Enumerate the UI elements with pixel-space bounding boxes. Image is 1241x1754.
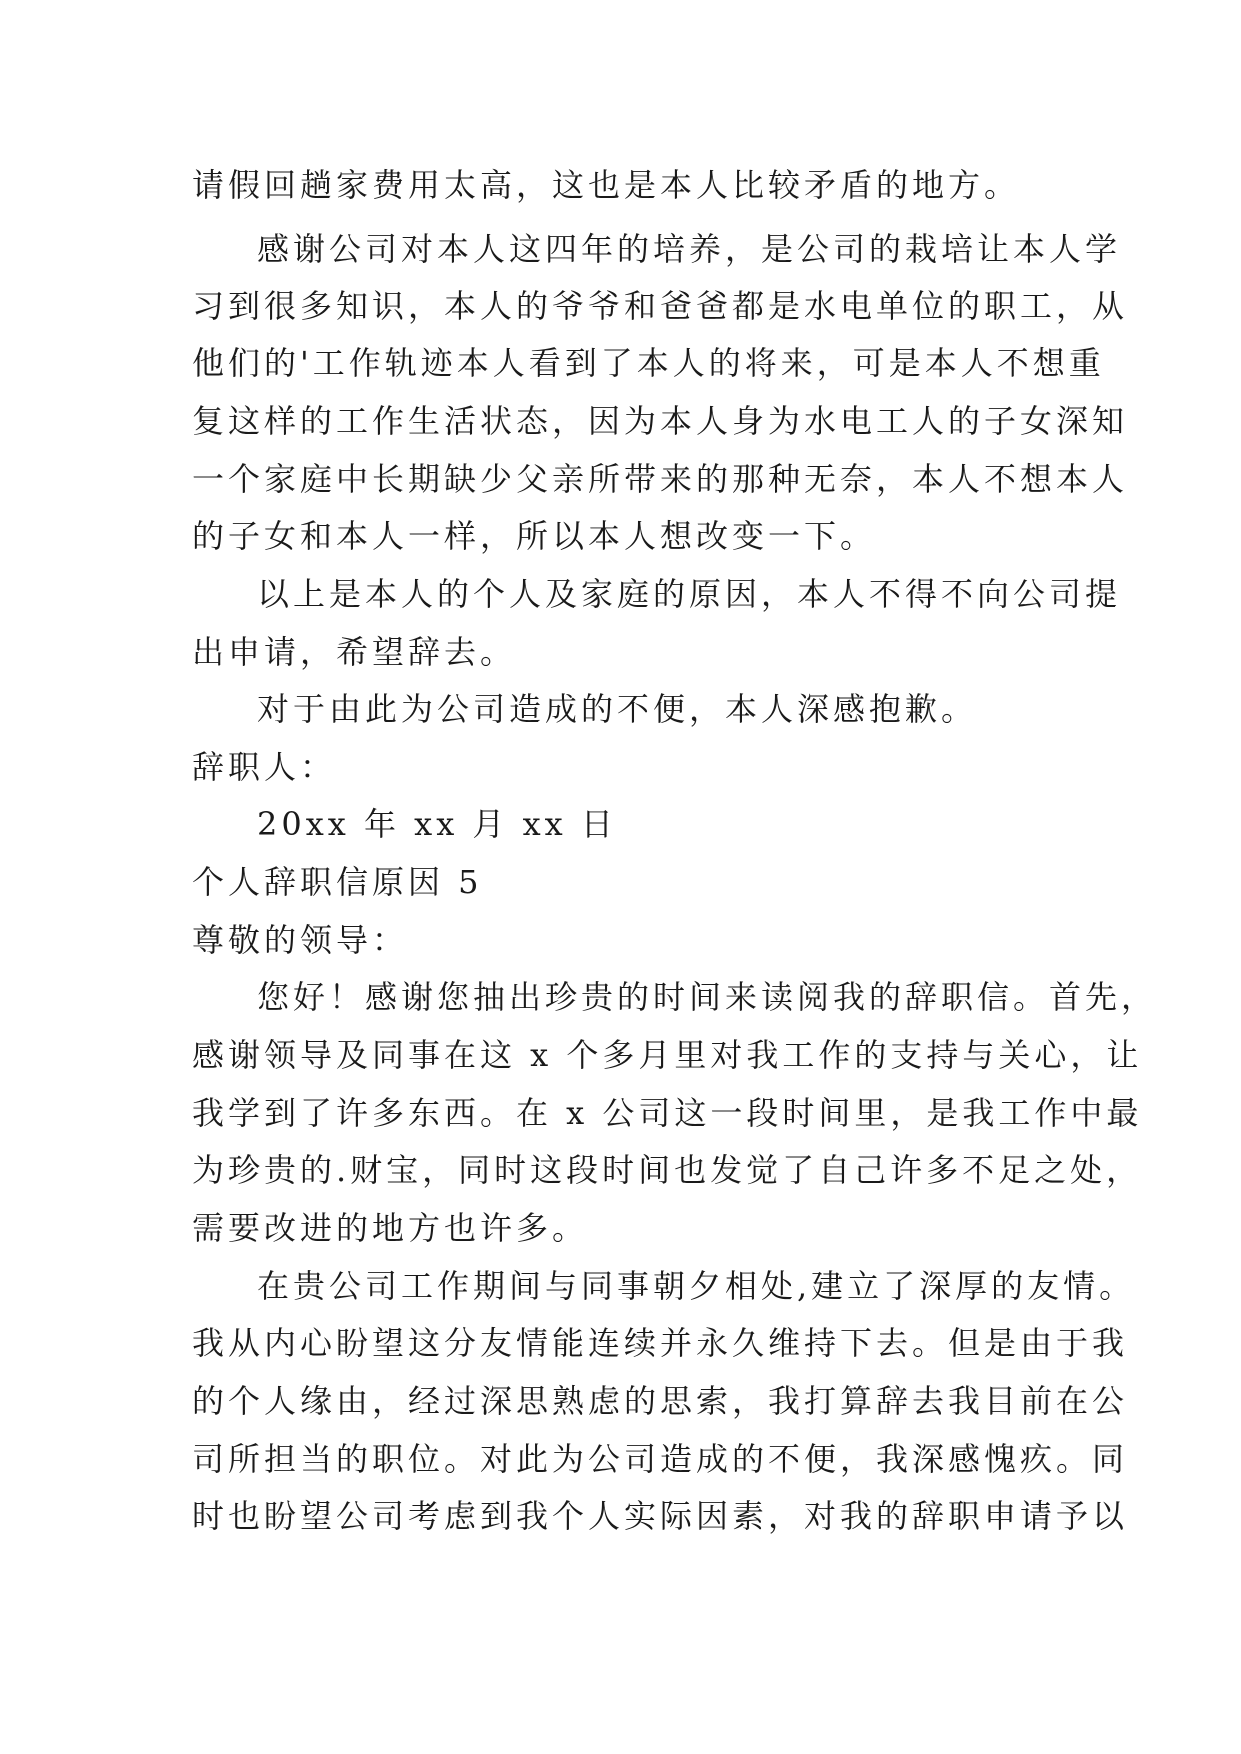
salutation: 尊敬的领导： xyxy=(192,921,409,959)
paragraph-line: 我从内心盼望这分友情能连续并永久维持下去。但是由于我 xyxy=(192,1324,1129,1362)
paragraph-line: 他们的'工作轨迹本人看到了本人的将来，可是本人不想重 xyxy=(192,344,1105,382)
paragraph-line: 的子女和本人一样，所以本人想改变一下。 xyxy=(192,517,877,555)
paragraph-line: 在贵公司工作期间与同事朝夕相处,建立了深厚的友情。 xyxy=(257,1267,1136,1305)
paragraph-line: 司所担当的职位。对此为公司造成的不便，我深感愧疚。同 xyxy=(192,1440,1129,1478)
paragraph-line: 的个人缘由，经过深思熟虑的思索，我打算辞去我目前在公 xyxy=(192,1382,1129,1420)
paragraph-line: 我学到了许多东西。在 x 公司这一段时间里，是我工作中最 xyxy=(192,1094,1143,1132)
section-heading: 个人辞职信原因 5 xyxy=(192,863,483,901)
paragraph-line: 您好！感谢您抽出珍贵的时间来读阅我的辞职信。首先， xyxy=(257,978,1158,1016)
paragraph-line: 一个家庭中长期缺少父亲所带来的那种无奈，本人不想本人 xyxy=(192,460,1129,498)
paragraph-line: 复这样的工作生活状态，因为本人身为水电工人的子女深知 xyxy=(192,402,1129,440)
paragraph-line: 感谢领导及同事在这 x 个多月里对我工作的支持与关心，让 xyxy=(192,1036,1143,1074)
paragraph-line: 出申请，希望辞去。 xyxy=(192,633,517,671)
paragraph-line: 时也盼望公司考虑到我个人实际因素，对我的辞职申请予以 xyxy=(192,1497,1129,1535)
paragraph-line: 需要改进的地方也许多。 xyxy=(192,1209,589,1247)
paragraph-line: 习到很多知识，本人的爷爷和爸爸都是水电单位的职工，从 xyxy=(192,287,1129,325)
date-line: 20xx 年 xx 月 xx 日 xyxy=(257,805,617,843)
paragraph-line: 对于由此为公司造成的不便，本人深感抱歉。 xyxy=(257,690,978,728)
paragraph-line: 为珍贵的.财宝，同时这段时间也发觉了自己许多不足之处， xyxy=(192,1151,1143,1189)
signature-label: 辞职人： xyxy=(192,748,337,786)
paragraph-line: 以上是本人的个人及家庭的原因，本人不得不向公司提 xyxy=(257,575,1122,613)
paragraph-line: 感谢公司对本人这四年的培养，是公司的栽培让本人学 xyxy=(257,230,1122,268)
paragraph-line: 请假回趟家费用太高，这也是本人比较矛盾的地方。 xyxy=(192,166,1021,204)
